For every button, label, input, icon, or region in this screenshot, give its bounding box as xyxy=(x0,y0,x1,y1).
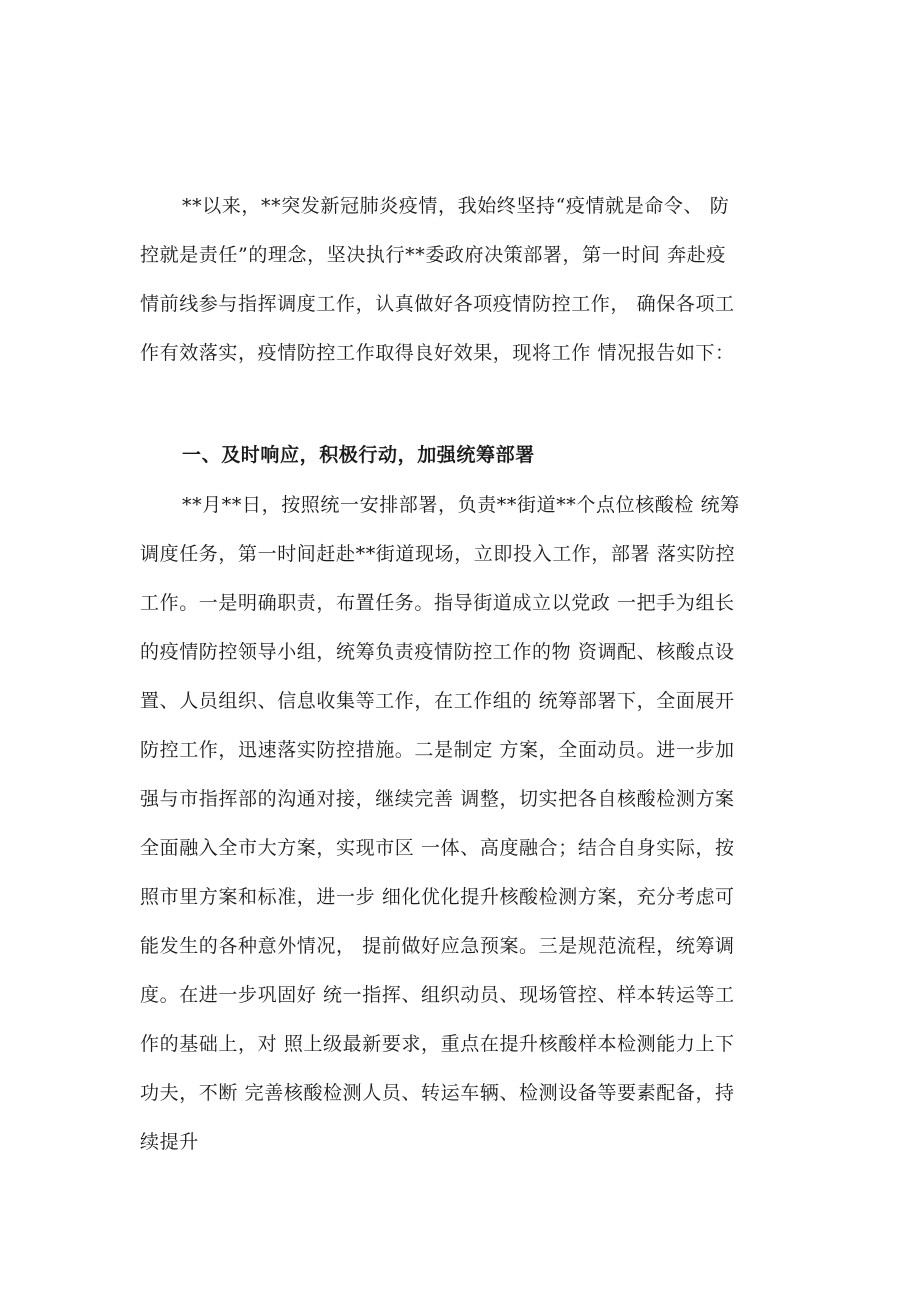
paragraph-2-line-6: 防控工作，迅速落实防控措施。二是制定 方案，全面动员。进一步加 xyxy=(140,739,735,761)
section-heading-1: 一、及时响应，积极行动，加强统筹部署 xyxy=(182,444,535,466)
paragraph-2-line-10: 能发生的各种意外情况， 提前做好应急预案。三是规范流程，统筹调 xyxy=(140,935,735,957)
paragraph-2-line-1: **月**日，按照统一安排部署，负责**街道**个点位核酸检 统筹 xyxy=(182,494,740,516)
paragraph-1-line-3: 情前线参与指挥调度工作，认真做好各项疫情防控工作， 确保各项工 xyxy=(140,293,735,315)
paragraph-2-line-4: 的疫情防控领导小组，统筹负责疫情防控工作的物 资调配、核酸点设 xyxy=(140,641,735,663)
paragraph-1-line-2: 控就是责任”的理念，坚决执行**委政府决策部署，第一时间 奔赴疫 xyxy=(140,244,726,266)
paragraph-2-line-14: 续提升 xyxy=(140,1131,199,1153)
paragraph-1-line-4: 作有效落实，疫情防控工作取得良好效果，现将工作 情况报告如下： xyxy=(140,342,735,364)
paragraph-2-line-11: 度。在进一步巩固好 统一指挥、组织动员、现场管控、样本转运等工 xyxy=(140,984,735,1006)
paragraph-2-line-5: 置、人员组织、信息收集等工作，在工作组的 统筹部署下，全面展开 xyxy=(140,690,735,712)
paragraph-2-line-13: 功夫，不断 完善核酸检测人员、转运车辆、检测设备等要素配备，持 xyxy=(140,1082,735,1104)
paragraph-1-line-1: **以来，**突发新冠肺炎疫情，我始终坚持“疫情就是命令、 防 xyxy=(182,195,730,217)
paragraph-2-line-7: 强与市指挥部的沟通对接，继续完善 调整，切实把各自核酸检测方案 xyxy=(140,788,735,810)
paragraph-2-line-9: 照市里方案和标准，进一步 细化优化提升核酸检测方案，充分考虑可 xyxy=(140,886,735,908)
paragraph-2-line-2: 调度任务，第一时间赶赴**街道现场，立即投入工作，部署 落实防控 xyxy=(140,543,736,565)
paragraph-2-line-12: 作的基础上，对 照上级最新要求，重点在提升核酸样本检测能力上下 xyxy=(140,1033,735,1055)
paragraph-2-line-8: 全面融入全市大方案，实现市区 一体、高度融合；结合自身实际，按 xyxy=(140,837,735,859)
paragraph-2-line-3: 工作。一是明确职责，布置任务。指导街道成立以党政 一把手为组长 xyxy=(140,592,735,614)
